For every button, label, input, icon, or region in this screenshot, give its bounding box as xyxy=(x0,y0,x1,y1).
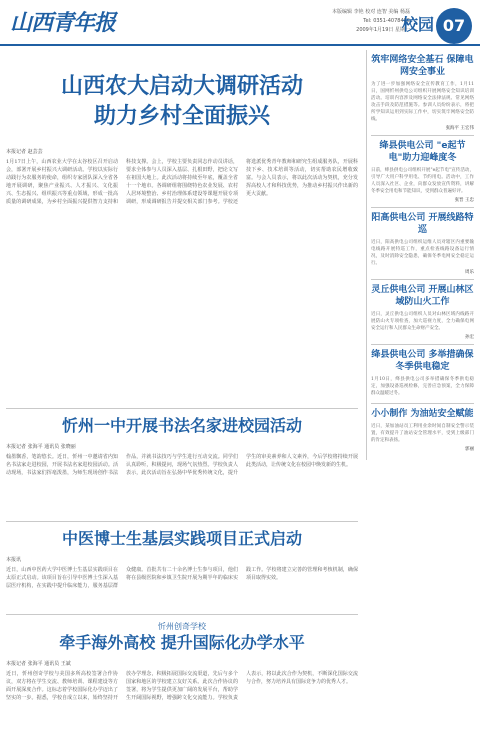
article-overseas xyxy=(6,621,358,742)
article-lead-title-line1: 山西农大启动大调研活动 xyxy=(60,74,303,99)
article-overseas-kicker: 忻州创奇学校 xyxy=(158,622,206,631)
divider xyxy=(6,521,358,522)
article-overseas-byline: 本报记者 张海平 通讯员 王斌 xyxy=(6,661,71,667)
header-info-line2: Tel: 0351-4078486 xyxy=(363,18,410,24)
sidebar-item-body: 近日，灵丘供电公司组织人员对山林区域内线路开展防山火专项检查，加大巡视力度，全力确保电网安全运行和人民群众生命财产安全。 xyxy=(371,312,474,331)
sidebar-item xyxy=(371,140,474,208)
header-info-line1: 本版编辑 李艳 校对 连智 美编 杨磊 xyxy=(332,9,410,15)
article-tcm xyxy=(6,528,358,608)
sidebar-item xyxy=(371,349,474,404)
sidebar-item-title: 小小制作 为油站安全赋能 xyxy=(371,409,474,419)
article-lead-body: 1月17日上午，山西农业大学在太谷校区召开启动会，部署开展乡村振兴大调研活动。学校以实际行动践行为农服务的使命，组织专家团队深入全省各地开展调研，聚焦产业振兴、人才振兴、文化振兴、生态振兴、组织振兴等重点领域，形成一批高质量的调研成果，为乡村全面振兴提供智力支持和科技支撑。会上，学校主要负责同志作动员讲话，要求全体参与人员深入基层、扎根田野，把论文写在祖国大地上。此次活动将持续至年底，覆盖全省十一个地市。各调研组将围绕特色农业发展、农村人居环境整治、乡村治理体系建设等课题开展专项调研，形成调研报告并提交相关部门参考。学校还将选派优秀青年教师和研究生组成服务队，开展科技下乡、技术培训等活动，切实帮助农民增收致富。与会人员表示，将以此次活动为契机，充分发挥高校人才和科技优势，为推动乡村振兴作出新的更大贡献。 xyxy=(6,159,358,205)
article-lead-title-line2: 助力乡村全面振兴 xyxy=(93,104,270,129)
sidebar-item-author: 张海平 王宏伟 xyxy=(445,126,474,131)
sidebar-item-author: 孙宏 xyxy=(465,335,474,340)
article-tcm-body: 近日，山西中医药大学中医博士生基层实践项目在太原正式启动。该项目旨在引导中医博士生深入基层医疗机构，在实践中提升临床能力，服务基层群众健康。首批共有二十余名博士生参与项目，他们将在县级医院和乡镇卫生院开展为期半年的临床实践工作。学校将建立完善的管理和考核机制，确保项目取得实效。 xyxy=(6,567,358,589)
newspaper-logo: 山西青年报 xyxy=(10,10,116,36)
sidebar-item-body: 近日，阳高供电公司组织运维人员对辖区内重要输电线路开展特巡工作，重点检查线路设备运行情况，及时消除安全隐患，确保冬季电网安全稳定运行。 xyxy=(371,240,474,266)
article-calligraphy xyxy=(6,415,358,515)
sidebar-item-author: 郭丽 xyxy=(465,447,474,452)
article-lead-byline: 本报记者 赵芸芸 xyxy=(6,149,43,155)
sidebar-item-title: 阳高供电公司 开展线路特巡 xyxy=(371,213,474,235)
article-tcm-byline: 本报讯 xyxy=(6,557,22,563)
sidebar-column xyxy=(366,50,474,460)
sidebar-item-title: 筑牢网络安全基石 保障电网安全事业 xyxy=(371,55,474,77)
sidebar-item-title: 灵丘供电公司 开展山林区域防山火工作 xyxy=(371,285,474,307)
sidebar-item-author: 周乐 xyxy=(465,270,474,275)
header-info-line3: 2009年1月19日 星期一 xyxy=(356,27,410,33)
sidebar-item xyxy=(371,284,474,345)
sidebar-item-body: 日前，绛县供电公司组织开展"e起节电"宣传活动，引导广大用户科学用电、节约用电。活动中，工作人员深入社区、企业，向群众发放宣传资料，讲解冬季安全用电和节能知识，受到群众普遍好评。 xyxy=(371,168,474,194)
sidebar-item xyxy=(371,54,474,136)
main-column xyxy=(6,50,358,742)
sidebar-item-body: 为了进一步加强网络安全宣传教育工作，1月11日，国网忻州供电公司组织开展网络安全知识培训活动。培训内容涉及网络安全法律法规、常见网络攻击手段及防范措施等。参训人员纷纷表示，将把所学知识运用到实际工作中，切实筑牢网络安全防线。 xyxy=(371,82,474,122)
sidebar-item-author: 张晋 王忠 xyxy=(454,198,474,203)
sidebar-item-body: 近日，某加油站员工利用业余时间自制安全警示装置，有效提升了油站安全管理水平，受到上级部门的肯定和表扬。 xyxy=(371,424,474,443)
sidebar-item-body: 1月10日，绛县供电公司多举措确保冬季供电稳定，加强设备巡视检修，完善应急预案，全力保障群众温暖过冬。 xyxy=(371,377,474,396)
divider xyxy=(6,408,358,409)
article-calligraphy-byline: 本报记者 张海平 通讯员 张晓丽 xyxy=(6,444,76,450)
article-overseas-title: 牵手海外高校 提升国际化办学水平 xyxy=(59,633,305,652)
article-overseas-body: 近日，忻州创奇学校与美国多所高校签署合作协议，双方将在学生交流、教师培训、课程建设等方面开展深度合作。这标志着学校国际化办学迈出了坚实的一步。据悉，学校自成立以来，始终坚持开放办学理念，积极拓展国际交流渠道，先后与多个国家和地区的学校建立友好关系。此次合作协议的签署，将为学生提供更加广阔的发展平台，帮助学生开阔国际视野，增强跨文化交流能力。学校负责人表示，将以此次合作为契机，不断深化国际交流与合作，努力培养具有国际竞争力的优秀人才。 xyxy=(6,671,358,701)
header-info xyxy=(190,8,410,35)
article-lead xyxy=(6,72,358,402)
sidebar-item xyxy=(371,408,474,456)
masthead xyxy=(0,0,480,46)
article-calligraphy-body: 翰墨飘香，笔韵悠长。近日，忻州一中邀请省内知名书法家走进校园，开展书法名家进校园活动。活动现场，书法家们挥毫泼墨，为师生现场创作书法作品，并就书法技巧与学生进行互动交流。同学们认真聆听，积极提问，现场气氛热烈。学校负责人表示，此次活动旨在弘扬中华优秀传统文化，提升学生的审美素养和人文素养，今后学校将持续开展此类活动，让传统文化在校园中焕发新的生机。 xyxy=(6,454,358,476)
sidebar-item-title: 绛县供电公司 "e起节电"助力迎峰度冬 xyxy=(379,141,466,163)
page-number: 07 xyxy=(436,8,472,44)
sidebar-item xyxy=(371,212,474,280)
article-tcm-title: 中医博士生基层实践项目正式启动 xyxy=(61,529,302,548)
divider xyxy=(6,614,358,615)
sidebar-item-title: 绛县供电公司 多举措确保冬季供电稳定 xyxy=(371,350,474,372)
section-name: 校园 xyxy=(402,15,435,34)
article-calligraphy-title: 忻州一中开展书法名家进校园活动 xyxy=(61,416,302,435)
